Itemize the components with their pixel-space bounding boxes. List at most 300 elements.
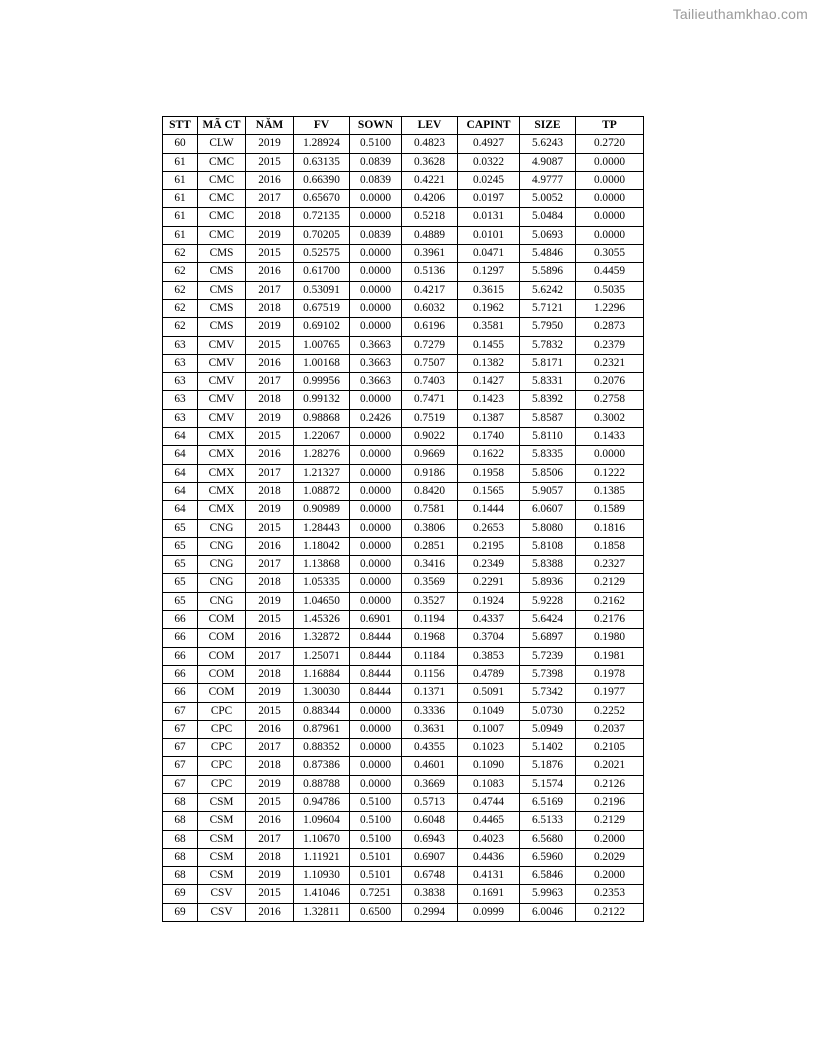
table-cell: CNG [198, 537, 246, 555]
table-cell: 67 [163, 775, 198, 793]
table-cell: 0.0000 [350, 574, 402, 592]
table-cell: 0.1978 [576, 665, 644, 683]
table-cell: 0.8444 [350, 665, 402, 683]
table-row [163, 757, 644, 775]
table-cell: 5.8392 [520, 391, 576, 409]
table-cell: CSM [198, 830, 246, 848]
table-row [163, 739, 644, 757]
table-row [163, 428, 644, 446]
table-header-row [163, 117, 644, 135]
table-cell: 0.53091 [294, 281, 350, 299]
table-cell: 0.4023 [458, 830, 520, 848]
table-row [163, 519, 644, 537]
table-cell: 0.2758 [576, 391, 644, 409]
table-cell: 60 [163, 135, 198, 153]
table-cell: 2016 [246, 812, 294, 830]
table-cell: 0.0245 [458, 171, 520, 189]
table-cell: 0.3704 [458, 629, 520, 647]
table-cell: 63 [163, 409, 198, 427]
table-cell: 0.2327 [576, 556, 644, 574]
table-cell: CNG [198, 592, 246, 610]
table-cell: COM [198, 611, 246, 629]
table-row [163, 245, 644, 263]
table-cell: 1.11921 [294, 848, 350, 866]
table-cell: 0.2353 [576, 885, 644, 903]
table-cell: 0.2349 [458, 556, 520, 574]
table-cell: CSV [198, 903, 246, 921]
table-cell: 68 [163, 812, 198, 830]
table-cell: 5.5896 [520, 263, 576, 281]
table-cell: 0.3055 [576, 245, 644, 263]
table-cell: 0.3663 [350, 354, 402, 372]
table-cell: 1.25071 [294, 647, 350, 665]
table-cell: 2018 [246, 482, 294, 500]
table-cell: 0.3631 [402, 720, 458, 738]
table-cell: 63 [163, 354, 198, 372]
table-cell: 0.2321 [576, 354, 644, 372]
table-cell: 0.0999 [458, 903, 520, 921]
table-row [163, 848, 644, 866]
table-cell: 0.99132 [294, 391, 350, 409]
table-cell: 69 [163, 885, 198, 903]
table-cell: 5.7121 [520, 299, 576, 317]
table-cell: 0.52575 [294, 245, 350, 263]
table-cell: 0.0839 [350, 226, 402, 244]
table-cell: 0.1090 [458, 757, 520, 775]
table-cell: 2017 [246, 647, 294, 665]
table-cell: 5.9963 [520, 885, 576, 903]
table-cell: 2017 [246, 281, 294, 299]
column-header: FV [294, 117, 350, 135]
table-cell: 0.2252 [576, 702, 644, 720]
table-cell: 0.3002 [576, 409, 644, 427]
table-cell: 0.6196 [402, 318, 458, 336]
table-cell: 5.9228 [520, 592, 576, 610]
table-cell: 2018 [246, 391, 294, 409]
table-cell: 0.98868 [294, 409, 350, 427]
table-cell: 6.5133 [520, 812, 576, 830]
table-cell: 61 [163, 208, 198, 226]
table-cell: 62 [163, 318, 198, 336]
table-cell: 0.87386 [294, 757, 350, 775]
table-cell: 0.2720 [576, 135, 644, 153]
table-cell: 0.0839 [350, 153, 402, 171]
table-row [163, 775, 644, 793]
table-cell: 5.7832 [520, 336, 576, 354]
table-cell: 68 [163, 848, 198, 866]
table-cell: 2016 [246, 354, 294, 372]
table-cell: 2018 [246, 848, 294, 866]
table-cell: 1.04650 [294, 592, 350, 610]
table-cell: 0.0000 [350, 556, 402, 574]
table-cell: 2017 [246, 556, 294, 574]
table-cell: 1.09604 [294, 812, 350, 830]
table-cell: 0.1565 [458, 482, 520, 500]
table-cell: 0.4436 [458, 848, 520, 866]
table-cell: 0.0000 [350, 537, 402, 555]
table-row [163, 354, 644, 372]
table-cell: 0.1924 [458, 592, 520, 610]
table-cell: 2019 [246, 501, 294, 519]
table-cell: 0.5218 [402, 208, 458, 226]
table-cell: 2015 [246, 245, 294, 263]
table-cell: 0.72135 [294, 208, 350, 226]
table-cell: 0.1981 [576, 647, 644, 665]
table-cell: 5.8108 [520, 537, 576, 555]
table-cell: 0.1371 [402, 684, 458, 702]
table-cell: 5.9057 [520, 482, 576, 500]
table-cell: 2015 [246, 428, 294, 446]
table-row [163, 702, 644, 720]
table-cell: 1.16884 [294, 665, 350, 683]
table-row [163, 592, 644, 610]
table-cell: CPC [198, 702, 246, 720]
table-cell: 0.90989 [294, 501, 350, 519]
table-cell: 0.5100 [350, 793, 402, 811]
table-cell: 0.0000 [350, 775, 402, 793]
table-row [163, 190, 644, 208]
table-cell: 0.61700 [294, 263, 350, 281]
table-cell: 0.0000 [576, 208, 644, 226]
table-cell: CPC [198, 720, 246, 738]
table-cell: 68 [163, 867, 198, 885]
table-cell: 0.6907 [402, 848, 458, 866]
table-cell: 0.1962 [458, 299, 520, 317]
table-row [163, 629, 644, 647]
table-cell: 62 [163, 263, 198, 281]
table-cell: 4.9777 [520, 171, 576, 189]
table-cell: 0.70205 [294, 226, 350, 244]
table-cell: CPC [198, 739, 246, 757]
table-cell: 2015 [246, 702, 294, 720]
table-cell: 0.66390 [294, 171, 350, 189]
table-row [163, 263, 644, 281]
table-cell: 2017 [246, 373, 294, 391]
table-cell: 5.1876 [520, 757, 576, 775]
table-cell: 2018 [246, 299, 294, 317]
table-cell: 68 [163, 830, 198, 848]
table-cell: 5.4846 [520, 245, 576, 263]
table-cell: 1.28276 [294, 446, 350, 464]
table-cell: 0.69102 [294, 318, 350, 336]
table-cell: 0.5100 [350, 135, 402, 153]
table-cell: 0.4221 [402, 171, 458, 189]
table-cell: 1.28924 [294, 135, 350, 153]
table-cell: 0.5100 [350, 830, 402, 848]
table-cell: 66 [163, 684, 198, 702]
table-cell: 0.88352 [294, 739, 350, 757]
table-cell: 0.0000 [576, 153, 644, 171]
table-cell: 0.2291 [458, 574, 520, 592]
table-cell: 1.41046 [294, 885, 350, 903]
table-cell: 0.1968 [402, 629, 458, 647]
table-cell: 0.0000 [350, 245, 402, 263]
table-row [163, 556, 644, 574]
table-cell: 67 [163, 757, 198, 775]
table-cell: 0.3336 [402, 702, 458, 720]
table-cell: 5.8080 [520, 519, 576, 537]
table-cell: 5.6897 [520, 629, 576, 647]
table-cell: 66 [163, 647, 198, 665]
table-cell: 1.22067 [294, 428, 350, 446]
table-cell: 0.2105 [576, 739, 644, 757]
table-cell: 0.1427 [458, 373, 520, 391]
table-cell: 0.0000 [350, 464, 402, 482]
table-cell: 0.3569 [402, 574, 458, 592]
table-cell: 0.0000 [350, 720, 402, 738]
table-cell: 0.0101 [458, 226, 520, 244]
table-cell: CMC [198, 171, 246, 189]
table-cell: 0.0000 [350, 263, 402, 281]
table-row [163, 830, 644, 848]
table-cell: 2016 [246, 263, 294, 281]
table-cell: 5.0484 [520, 208, 576, 226]
table-cell: 0.0197 [458, 190, 520, 208]
table-cell: 2019 [246, 592, 294, 610]
table-cell: 0.1977 [576, 684, 644, 702]
column-header: SOWN [350, 117, 402, 135]
table-cell: 4.9087 [520, 153, 576, 171]
table-cell: 0.1958 [458, 464, 520, 482]
table-cell: 0.3669 [402, 775, 458, 793]
table-cell: CMC [198, 208, 246, 226]
table-cell: CMS [198, 263, 246, 281]
table-cell: 0.7403 [402, 373, 458, 391]
table-cell: 0.1222 [576, 464, 644, 482]
table-cell: 0.2000 [576, 867, 644, 885]
table-cell: 2016 [246, 537, 294, 555]
table-cell: 0.5035 [576, 281, 644, 299]
table-cell: CMS [198, 281, 246, 299]
table-cell: 0.2000 [576, 830, 644, 848]
table-cell: 2018 [246, 757, 294, 775]
table-cell: 0.3838 [402, 885, 458, 903]
table-cell: 6.5680 [520, 830, 576, 848]
table-cell: 0.4131 [458, 867, 520, 885]
table-cell: 0.2994 [402, 903, 458, 921]
table-row [163, 464, 644, 482]
table-cell: 69 [163, 903, 198, 921]
table-cell: 0.0000 [350, 739, 402, 757]
table-cell: 0.88344 [294, 702, 350, 720]
table-cell: 0.4889 [402, 226, 458, 244]
table-cell: 0.1858 [576, 537, 644, 555]
table-row [163, 135, 644, 153]
table-cell: 67 [163, 720, 198, 738]
table-cell: 0.6500 [350, 903, 402, 921]
table-row [163, 226, 644, 244]
table-cell: CSM [198, 848, 246, 866]
table-cell: 0.2873 [576, 318, 644, 336]
table-cell: CSM [198, 867, 246, 885]
table-cell: 1.32872 [294, 629, 350, 647]
table-cell: 5.0693 [520, 226, 576, 244]
table-cell: 2019 [246, 409, 294, 427]
table-cell: 5.8506 [520, 464, 576, 482]
table-cell: 0.2195 [458, 537, 520, 555]
table-cell: 61 [163, 190, 198, 208]
table-cell: 0.94786 [294, 793, 350, 811]
table-row [163, 409, 644, 427]
table-cell: 0.0000 [576, 190, 644, 208]
table-cell: 2016 [246, 171, 294, 189]
table-cell: 1.05335 [294, 574, 350, 592]
table-cell: 0.5713 [402, 793, 458, 811]
table-cell: 66 [163, 629, 198, 647]
table-cell: 0.2653 [458, 519, 520, 537]
table-cell: 0.1156 [402, 665, 458, 683]
table-cell: 2017 [246, 739, 294, 757]
table-cell: COM [198, 647, 246, 665]
table-cell: 0.1385 [576, 482, 644, 500]
table-cell: 0.2021 [576, 757, 644, 775]
table-cell: 0.5100 [350, 812, 402, 830]
table-cell: 66 [163, 611, 198, 629]
table-cell: CMC [198, 190, 246, 208]
table-cell: 0.1007 [458, 720, 520, 738]
table-cell: 0.5091 [458, 684, 520, 702]
table-cell: 2017 [246, 830, 294, 848]
table-row [163, 391, 644, 409]
table-row [163, 812, 644, 830]
table-cell: 62 [163, 299, 198, 317]
table-cell: CMS [198, 299, 246, 317]
table-cell: 2016 [246, 629, 294, 647]
table-cell: 2015 [246, 793, 294, 811]
table-cell: 0.3663 [350, 373, 402, 391]
table-cell: 0.3961 [402, 245, 458, 263]
table-cell: 0.8444 [350, 647, 402, 665]
table-row [163, 574, 644, 592]
table-cell: CPC [198, 757, 246, 775]
column-header: NĂM [246, 117, 294, 135]
table-cell: 5.6424 [520, 611, 576, 629]
data-table [162, 116, 644, 922]
table-cell: 1.00168 [294, 354, 350, 372]
table-cell: 0.63135 [294, 153, 350, 171]
table-cell: 0.0000 [350, 391, 402, 409]
table-cell: 1.45326 [294, 611, 350, 629]
table-cell: 2015 [246, 611, 294, 629]
table-cell: 5.1402 [520, 739, 576, 757]
table-row [163, 793, 644, 811]
table-cell: 0.87961 [294, 720, 350, 738]
table-cell: 0.1622 [458, 446, 520, 464]
table-cell: 1.28443 [294, 519, 350, 537]
table-cell: 0.2129 [576, 574, 644, 592]
table-cell: 0.0839 [350, 171, 402, 189]
table-row [163, 885, 644, 903]
table-cell: 62 [163, 245, 198, 263]
table-cell: 0.0000 [350, 482, 402, 500]
table-cell: 0.2379 [576, 336, 644, 354]
table-cell: CSM [198, 812, 246, 830]
table-body [163, 135, 644, 922]
table-cell: 0.7507 [402, 354, 458, 372]
column-header: CAPINT [458, 117, 520, 135]
table-cell: 0.7471 [402, 391, 458, 409]
table-cell: 61 [163, 226, 198, 244]
column-header: SIZE [520, 117, 576, 135]
table-cell: 65 [163, 519, 198, 537]
table-cell: 0.4337 [458, 611, 520, 629]
table-cell: CSV [198, 885, 246, 903]
table-cell: 0.8420 [402, 482, 458, 500]
table-cell: CLW [198, 135, 246, 153]
table-cell: 2019 [246, 318, 294, 336]
table-cell: 2015 [246, 336, 294, 354]
table-row [163, 665, 644, 683]
table-cell: 5.0949 [520, 720, 576, 738]
table-cell: 0.88788 [294, 775, 350, 793]
table-cell: 2018 [246, 208, 294, 226]
table-cell: 64 [163, 428, 198, 446]
table-cell: 0.2029 [576, 848, 644, 866]
table-row [163, 867, 644, 885]
table-cell: 0.0000 [576, 226, 644, 244]
table-cell: 0.1297 [458, 263, 520, 281]
column-header: STT [163, 117, 198, 135]
table-cell: 0.0000 [350, 446, 402, 464]
table-cell: 61 [163, 171, 198, 189]
table-row [163, 446, 644, 464]
table-row [163, 647, 644, 665]
table-cell: 0.2426 [350, 409, 402, 427]
table-cell: 0.67519 [294, 299, 350, 317]
table-cell: 0.9669 [402, 446, 458, 464]
table-cell: 0.6943 [402, 830, 458, 848]
table-cell: 62 [163, 281, 198, 299]
table-cell: 0.2851 [402, 537, 458, 555]
table-cell: 0.3581 [458, 318, 520, 336]
table-cell: 0.1382 [458, 354, 520, 372]
table-cell: 1.18042 [294, 537, 350, 555]
table-cell: 5.1574 [520, 775, 576, 793]
table-cell: 0.1194 [402, 611, 458, 629]
table-cell: 0.4206 [402, 190, 458, 208]
table-cell: 0.7279 [402, 336, 458, 354]
table-cell: 0.4823 [402, 135, 458, 153]
table-cell: 5.7950 [520, 318, 576, 336]
table-cell: 5.8331 [520, 373, 576, 391]
table-cell: CMV [198, 354, 246, 372]
table-cell: 0.1980 [576, 629, 644, 647]
table-cell: 1.10670 [294, 830, 350, 848]
table-cell: 0.1184 [402, 647, 458, 665]
table-cell: 2015 [246, 885, 294, 903]
table-cell: 63 [163, 391, 198, 409]
table-cell: COM [198, 665, 246, 683]
table-row [163, 720, 644, 738]
table-cell: 67 [163, 739, 198, 757]
table-cell: 64 [163, 464, 198, 482]
table-cell: 0.3853 [458, 647, 520, 665]
table-row [163, 482, 644, 500]
table-row [163, 171, 644, 189]
table-cell: 65 [163, 592, 198, 610]
table-cell: 0.2076 [576, 373, 644, 391]
table-cell: 2019 [246, 775, 294, 793]
table-cell: 2019 [246, 684, 294, 702]
table-cell: 0.4789 [458, 665, 520, 683]
table-cell: CMX [198, 428, 246, 446]
table-cell: 0.8444 [350, 684, 402, 702]
table-cell: 0.0000 [350, 501, 402, 519]
column-header: TP [576, 117, 644, 135]
table-cell: 0.0000 [350, 190, 402, 208]
table-row [163, 537, 644, 555]
table-cell: 0.1023 [458, 739, 520, 757]
